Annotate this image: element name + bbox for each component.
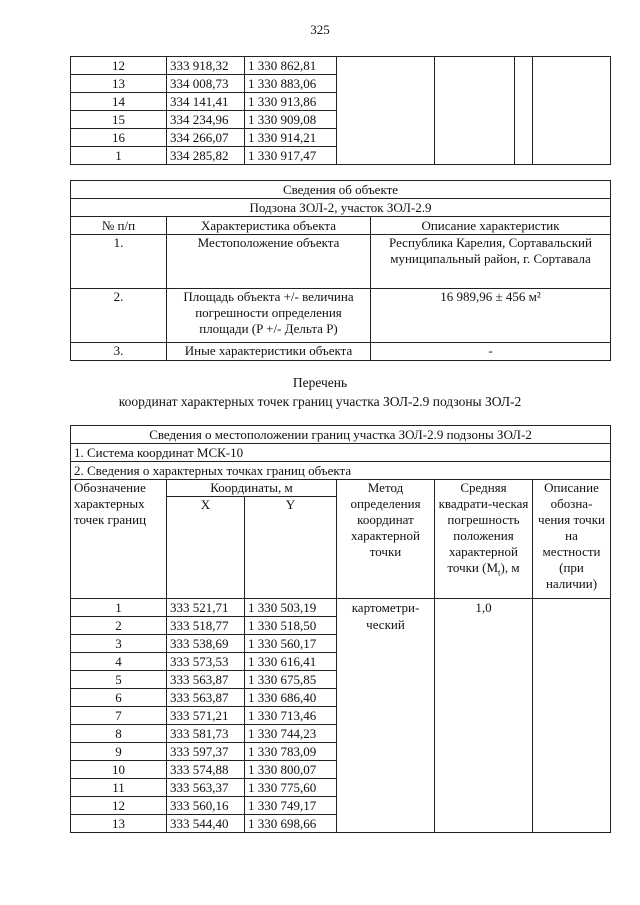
point-x: 333 563,37 xyxy=(167,779,245,797)
point-y: 1 330 616,41 xyxy=(245,653,337,671)
header-y: Y xyxy=(245,497,337,599)
point-number: 13 xyxy=(71,75,167,93)
point-y: 1 330 883,06 xyxy=(245,75,337,93)
description-value xyxy=(533,599,611,833)
point-y: 1 330 862,81 xyxy=(245,57,337,75)
point-x: 333 544,40 xyxy=(167,815,245,833)
header-accuracy-end: ), м xyxy=(500,560,520,575)
location-points-table xyxy=(70,425,611,833)
section-title-line2: координат характерных точек границ участка ЗОЛ-2.9 подзоны ЗОЛ-2 xyxy=(118,394,522,409)
section-title xyxy=(0,373,640,411)
object-row-number: 2. xyxy=(71,289,167,343)
object-row-number: 3. xyxy=(71,343,167,361)
point-y: 1 330 749,17 xyxy=(245,797,337,815)
point-y: 1 330 800,07 xyxy=(245,761,337,779)
point-x: 333 918,32 xyxy=(167,57,245,75)
point-x: 333 538,69 xyxy=(167,635,245,653)
object-row-value: 16 989,96 ± 456 м² xyxy=(371,289,611,343)
point-x: 334 234,96 xyxy=(167,111,245,129)
point-y: 1 330 686,40 xyxy=(245,689,337,707)
object-row-value: Республика Карелия, Сортавальский муниципальный район, г. Сортавала xyxy=(371,235,611,289)
point-number: 8 xyxy=(71,725,167,743)
point-y: 1 330 713,46 xyxy=(245,707,337,725)
point-y: 1 330 675,85 xyxy=(245,671,337,689)
point-x: 333 563,87 xyxy=(167,689,245,707)
header-accuracy-sub: t xyxy=(498,567,501,578)
point-number: 1 xyxy=(71,147,167,165)
point-y: 1 330 518,50 xyxy=(245,617,337,635)
object-row-number: 1. xyxy=(71,235,167,289)
point-y: 1 330 909,08 xyxy=(245,111,337,129)
object-row-name: Площадь объекта +/- величина погрешности определения площади (P +/- Дельта P) xyxy=(167,289,371,343)
point-number: 11 xyxy=(71,779,167,797)
section-title-line1: Перечень xyxy=(292,375,348,390)
point-x: 333 573,53 xyxy=(167,653,245,671)
header-accuracy xyxy=(435,480,533,599)
point-number: 4 xyxy=(71,653,167,671)
point-x: 334 285,82 xyxy=(167,147,245,165)
location-title: Сведения о местоположении границ участка ЗОЛ-2.9 подзоны ЗОЛ-2 xyxy=(71,426,611,444)
point-y: 1 330 560,17 xyxy=(245,635,337,653)
point-x: 333 571,21 xyxy=(167,707,245,725)
object-info-subtitle: Подзона ЗОЛ-2, участок ЗОЛ-2.9 xyxy=(71,199,611,217)
page-number: 325 xyxy=(310,22,330,37)
point-y: 1 330 917,47 xyxy=(245,147,337,165)
method-value: картометри-ческий xyxy=(337,599,435,833)
point-number: 9 xyxy=(71,743,167,761)
point-x: 333 574,88 xyxy=(167,761,245,779)
point-number: 1 xyxy=(71,599,167,617)
point-x: 334 141,41 xyxy=(167,93,245,111)
point-y: 1 330 783,09 xyxy=(245,743,337,761)
empty-cell xyxy=(337,57,435,165)
point-x: 333 581,73 xyxy=(167,725,245,743)
point-x: 333 521,71 xyxy=(167,599,245,617)
point-number: 13 xyxy=(71,815,167,833)
header-number: № п/п xyxy=(71,217,167,235)
point-y: 1 330 775,60 xyxy=(245,779,337,797)
point-row xyxy=(71,599,611,617)
point-number: 2 xyxy=(71,617,167,635)
header-characteristic: Характеристика объекта xyxy=(167,217,371,235)
point-x: 333 560,16 xyxy=(167,797,245,815)
object-info-table xyxy=(70,180,611,361)
point-y: 1 330 913,86 xyxy=(245,93,337,111)
header-method: Метод определения координат характерной точки xyxy=(337,480,435,599)
header-description: Описание характеристик xyxy=(371,217,611,235)
point-number: 6 xyxy=(71,689,167,707)
point-y: 1 330 503,19 xyxy=(245,599,337,617)
coordinate-system: 1. Система координат МСК-10 xyxy=(71,444,611,462)
point-x: 334 008,73 xyxy=(167,75,245,93)
point-number: 16 xyxy=(71,129,167,147)
empty-cell xyxy=(515,57,533,165)
point-number: 12 xyxy=(71,797,167,815)
point-y: 1 330 698,66 xyxy=(245,815,337,833)
header-accuracy-main: Средняя квадрати-ческая погрешность положения характерной точки (M xyxy=(438,480,529,575)
point-number: 3 xyxy=(71,635,167,653)
point-x: 334 266,07 xyxy=(167,129,245,147)
header-designation: Обозначение характерных точек границ xyxy=(71,480,167,599)
object-row-name: Местоположение объекта xyxy=(167,235,371,289)
point-number: 5 xyxy=(71,671,167,689)
point-x: 333 563,87 xyxy=(167,671,245,689)
accuracy-value: 1,0 xyxy=(435,599,533,833)
header-x: X xyxy=(167,497,245,599)
coordinate-row xyxy=(71,57,611,75)
header-point-description: Описание обозна-чения точки на местности (при наличии) xyxy=(533,480,611,599)
points-section-title: 2. Сведения о характерных точках границ объекта xyxy=(71,462,611,480)
point-number: 10 xyxy=(71,761,167,779)
point-x: 333 518,77 xyxy=(167,617,245,635)
point-number: 14 xyxy=(71,93,167,111)
empty-cell xyxy=(533,57,611,165)
empty-cell xyxy=(435,57,515,165)
point-y: 1 330 744,23 xyxy=(245,725,337,743)
coordinates-continuation-table xyxy=(70,56,611,165)
point-number: 15 xyxy=(71,111,167,129)
object-row-name: Иные характеристики объекта xyxy=(167,343,371,361)
object-info-title: Сведения об объекте xyxy=(71,181,611,199)
point-number: 7 xyxy=(71,707,167,725)
point-y: 1 330 914,21 xyxy=(245,129,337,147)
header-coordinates: Координаты, м xyxy=(167,480,337,497)
point-number: 12 xyxy=(71,57,167,75)
object-row-value: - xyxy=(371,343,611,361)
point-x: 333 597,37 xyxy=(167,743,245,761)
